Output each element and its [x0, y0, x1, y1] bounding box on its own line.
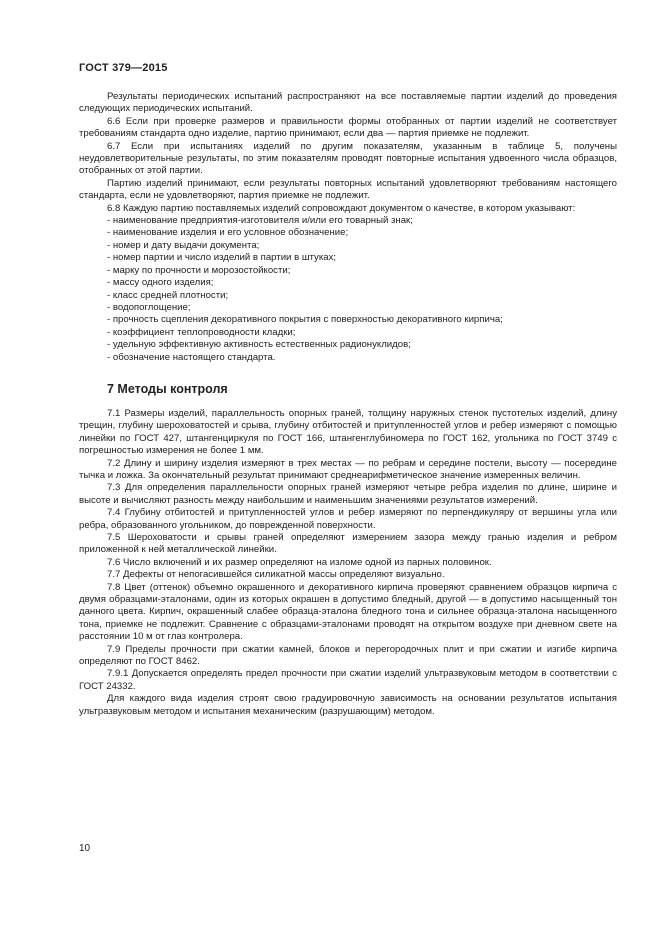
- document-contents-list: [79, 215, 617, 364]
- paragraph-6-8: 6.8 Каждую партию поставляемых изделий сопровождают документом о качестве, в котором указывают:: [107, 202, 576, 214]
- paragraph-7-5: 7.5 Шероховатости и срывы граней определяют измерением зазора между гранью изделия и ребром приложенной к ней металлической линейки.: [79, 532, 617, 556]
- paragraph-7-4: 7.4 Глубину отбитостей и притупленностей углов и ребер измеряют по перпендикуляру от вершины угла или ребра, образованного угольником, до поврежденной поверхности.: [79, 507, 617, 531]
- list-item: - коэффициент теплопроводности кладки;: [107, 326, 296, 338]
- paragraph: Партию изделий принимают, если результаты повторных испытаний удовлетворяют требованиям настоящего стандарта, если не удовлетворяют, партия приемке не подлежит.: [79, 177, 617, 202]
- list-item: - наименование предприятия-изготовителя и/или его товарный знак;: [107, 215, 413, 227]
- list-item: - класс средней плотности;: [107, 289, 229, 301]
- page-number: 10: [79, 843, 91, 854]
- paragraph: Результаты периодических испытаний распространяют на все поставляемые партии изделий до проведения следующих периодических испытаний.: [79, 91, 617, 115]
- paragraph-7-8: 7.8 Цвет (оттенок) объемно окрашенного и декоративного кирпича проверяют сравнением образцов кирпича с двумя образцами-эталонами, один из которых окрашен в допустимо бледный, другой — в допустимо насыщенный тон данного цвета. Кирпич, окрашенный слабее образца-эталона бледного тона и сильнее образца-эталона насыщенного тона, приемке не подлежит. Сравнение с образцами-эталонами проводят на открытом воздухе при дневном свете на расстоянии 10 м от глаз контролера.: [79, 581, 617, 643]
- section-heading: 7 Методы контроля: [107, 381, 228, 396]
- paragraph-7-3: 7.3 Для определения параллельности опорных граней измеряют четыре ребра изделия по длине, ширине и высоте и вычисляют разность между наибольшим и наименьшим значениями результатов измерений.: [79, 482, 617, 506]
- paragraph-7-7: 7.7 Дефекты от непогасившейся силикатной массы определяют визуально.: [107, 569, 445, 581]
- paragraph-6-7: 6.7 Если при испытаниях изделий по другим показателям, указанным в таблице 5, получены неудовлетворительные результаты, по этим показателям проводят повторные испытания удвоенного числа образцов, отобранных от этой партии.: [79, 140, 617, 177]
- list-item: - обозначение настоящего стандарта.: [107, 351, 276, 363]
- list-item: - номер и дату выдачи документа;: [107, 239, 260, 251]
- paragraph: Для каждого вида изделия строят свою градуировочную зависимость на основании результатов испытания ультразвуковым методом и испытания механическим (разрушающим) методом.: [79, 693, 617, 717]
- list-item: - номер партии и число изделий в партии в штуках;: [107, 252, 337, 264]
- paragraph-7-9-1: 7.9.1 Допускается определять предел прочности при сжатии изделий ультразвуковым методом в соответствии с ГОСТ 24332.: [79, 668, 617, 692]
- list-item: - прочность сцепления декоративного покрытия с поверхностью декоративного кирпича;: [107, 314, 503, 326]
- paragraph-6-6: 6.6 Если при проверке размеров и правильности формы отобранных от партии изделий не соответствует требованиям стандарта одно изделие, партию принимают, если два — партия приемке не подлежит.: [79, 115, 617, 140]
- page-body: [79, 91, 617, 718]
- list-item: - водопоглощение;: [107, 301, 191, 313]
- list-item: - наименование изделия и его условное обозначение;: [107, 227, 349, 239]
- paragraph-7-9: 7.9 Пределы прочности при сжатии камней, блоков и перегородочных плит и при сжатии и изгибе кирпича определяют по ГОСТ 8462.: [79, 643, 617, 668]
- document-header: ГОСТ 379—2015: [79, 62, 168, 74]
- list-item: - марку по прочности и морозостойкости;: [107, 264, 291, 276]
- list-item: - массу одного изделия;: [107, 277, 214, 289]
- list-item: - удельную эффективную активность естественных радионуклидов;: [107, 339, 411, 351]
- paragraph-7-1: 7.1 Размеры изделий, параллельность опорных граней, толщину наружных стенок пустотелых изделий, длину трещин, глубину шероховатостей и срыва, глубину отбитостей и притупленностей углов и ребер измеряют с помощью линейки по ГОСТ 427, штангенциркуля по ГОСТ 166, штангенглубиномера по ГОСТ 162, угольника по ГОСТ 3749 с погрешностью измерения не более 1 мм.: [79, 407, 617, 457]
- paragraph-7-6: 7.6 Число включений и их размер определяют на изломе одной из парных половинок.: [107, 556, 492, 568]
- paragraph-7-2: 7.2 Длину и ширину изделия измеряют в трех местах — по ребрам и середине постели, высоту — посередине тычка и ложка. За окончательный результат принимают среднеарифметическое значение измеренных величин.: [79, 457, 617, 481]
